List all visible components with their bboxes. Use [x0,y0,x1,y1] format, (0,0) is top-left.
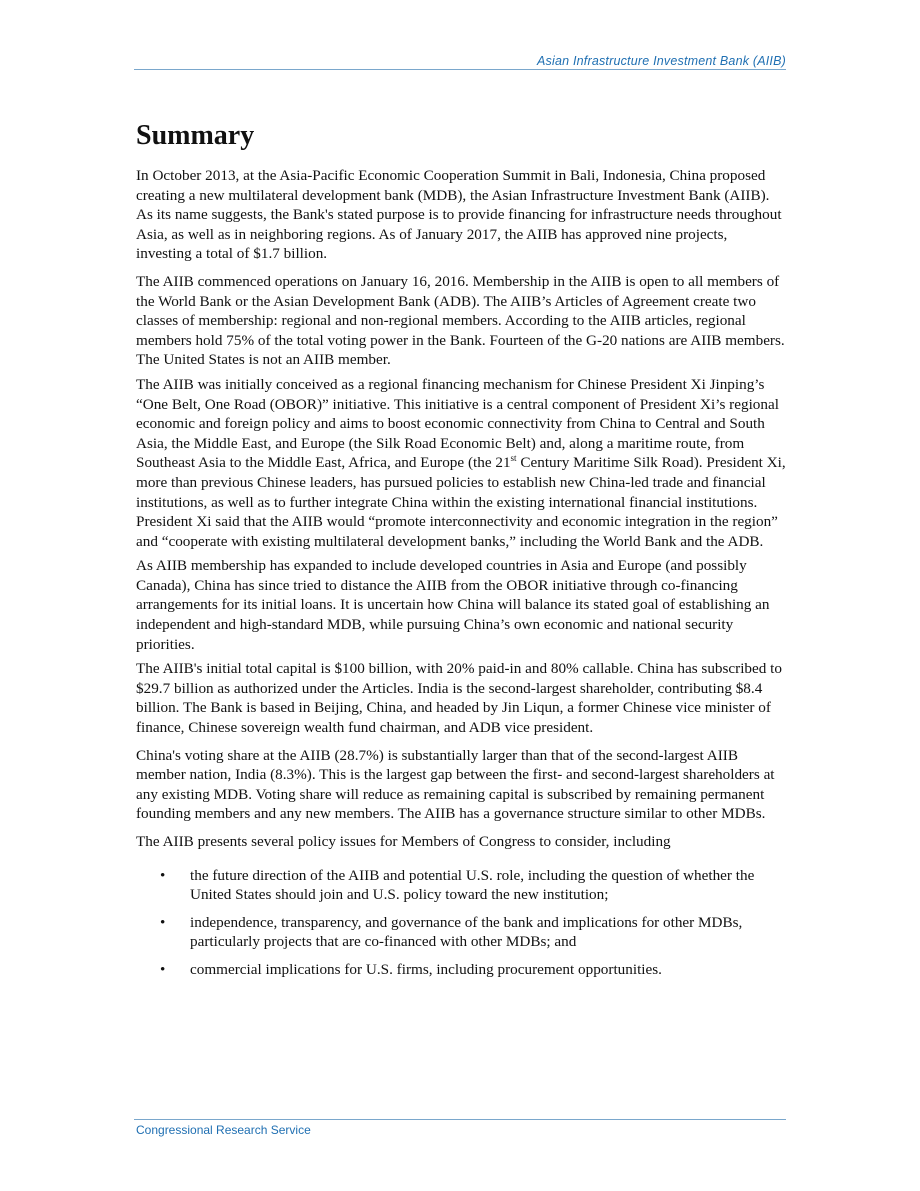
paragraph: As AIIB membership has expanded to include developed countries in Asia and Europe (and possibly Canada), China has since tried to distance the AIIB from the OBOR initiative through co-financing arrangements for its initial loans. It is uncertain how China will balance its stated goal of establishing an independent and high-standard MDB, while pursuing China’s own economic and national security priorities. [136,557,770,653]
bullet-icon: • [160,866,166,884]
paragraph [136,375,786,551]
list-item-text: commercial implications for U.S. firms, including procurement opportunities. [190,960,662,978]
list-item-text: independence, transparency, and governance of the bank and implications for other MDBs, particularly projects that are co-financed with other MDBs; and [190,913,743,951]
footer-divider [134,1119,786,1120]
list-item [136,913,786,952]
bullet-icon: • [160,913,166,931]
list-item-text: the future direction of the AIIB and potential U.S. role, including the question of whether the United States should join and U.S. policy toward the new institution; [190,866,755,904]
header-divider [134,69,786,70]
paragraph: The AIIB commenced operations on January 16, 2016. Membership in the AIIB is open to all members of the World Bank or the Asian Development Bank (ADB). The AIIB’s Articles of Agreement create two classes of membership: regional and non-regional members. According to the AIIB articles, regional members hold 75% of the total voting power in the Bank. Fourteen of the G-20 nations are AIIB members. The United States is not an AIIB member. [136,272,785,369]
paragraph: China's voting share at the AIIB (28.7%) is substantially larger than that of the second-largest AIIB member nation, India (8.3%). This is the largest gap between the first- and second-largest shareholders at any existing MDB. Voting share will reduce as remaining capital is subscribed by remaining permanent founding members and any new members. The AIIB has a governance structure similar to other MDBs. [136,746,775,823]
paragraph-text: The AIIB was initially conceived as a regional financing mechanism for Chinese President Xi Jinping’s “One Belt, One Road (OBOR)” initiative. This initiative is a central component of President Xi’s regional economic and foreign policy and aims to boost economic connectivity from China to Central and South Asia, the Middle East, and Europe (the Silk Road Economic Belt) and, along a maritime route, from Southeast Asia to the Middle East, Africa, and Europe (the 21 [136,375,779,472]
superscript-ordinal: st [510,453,517,464]
running-header-title: Asian Infrastructure Investment Bank (AIIB) [537,54,786,68]
paragraph: The AIIB's initial total capital is $100 billion, with 20% paid-in and 80% callable. China has subscribed to $29.7 billion as authorized under the Articles. India is the second-largest shareholder, contributing $8.4 billion. The Bank is based in Beijing, China, and headed by Jin Liqun, a former Chinese vice minister of finance, Chinese sovereign wealth fund chairman, and ADB vice president. [136,660,782,737]
paragraph-text: Century Maritime Silk Road). President Xi, more than previous Chinese leaders, has pursued policies to establish new China-led trade and financial institutions, as well as to further integrate China within the existing international financial institutions. President Xi said that the AIIB would “promote interconnectivity and economic integration in the region” and “cooperate with existing multilateral development banks,” including the World Bank and the ADB. [136,454,786,550]
policy-issues-list [136,866,786,980]
paragraph: In October 2013, at the Asia-Pacific Economic Cooperation Summit in Bali, Indonesia, China proposed creating a new multilateral development bank (MDB), the Asian Infrastructure Investment Bank (AIIB). As its name suggests, the Bank's stated purpose is to provide financing for infrastructure needs throughout Asia, as well as in neighboring regions. As of January 2017, the AIIB has approved nine projects, investing a total of $1.7 billion. [136,167,782,263]
list-item [136,866,786,905]
list-item [136,960,786,980]
page-title: Summary [136,120,255,151]
bullet-icon: • [160,960,166,978]
summary-body [136,166,786,988]
paragraph: The AIIB presents several policy issues for Members of Congress to consider, including [136,833,671,850]
footer-source: Congressional Research Service [136,1123,311,1137]
